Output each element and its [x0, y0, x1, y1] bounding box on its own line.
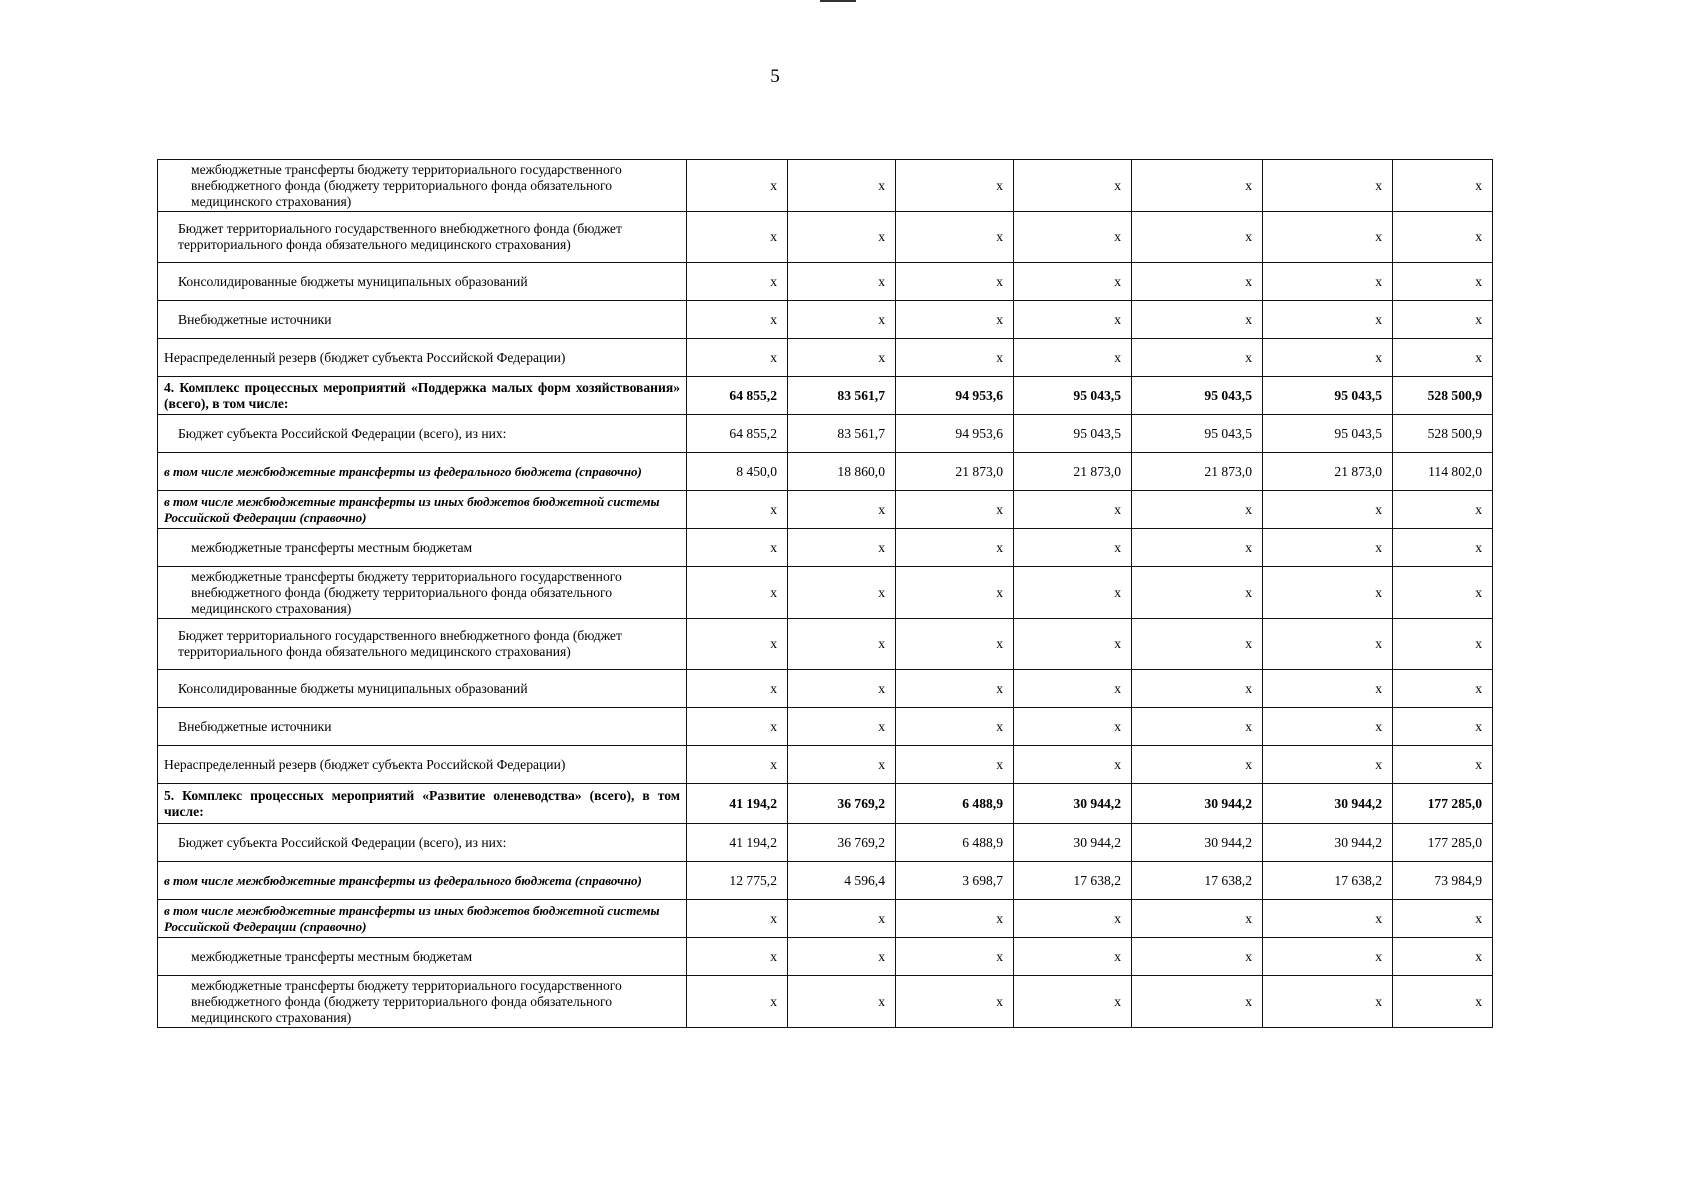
- value-cell: x: [1263, 619, 1393, 670]
- table-row: [158, 938, 1493, 976]
- value-cell: 6 488,9: [896, 824, 1014, 862]
- value-cell: x: [1393, 708, 1493, 746]
- value-cell: 95 043,5: [1263, 377, 1393, 415]
- row-label: в том числе межбюджетные трансферты из федерального бюджета (справочно): [158, 453, 687, 491]
- value-cell: x: [1014, 976, 1132, 1028]
- value-cell: 12 775,2: [687, 862, 788, 900]
- value-cell: x: [1393, 900, 1493, 938]
- table-row: [158, 453, 1493, 491]
- value-cell: x: [1132, 670, 1263, 708]
- value-cell: x: [1014, 529, 1132, 567]
- table-row: [158, 301, 1493, 339]
- table-row: [158, 377, 1493, 415]
- value-cell: x: [1263, 708, 1393, 746]
- value-cell: x: [1263, 900, 1393, 938]
- value-cell: x: [896, 301, 1014, 339]
- row-label: межбюджетные трансферты бюджету территориального государственного внебюджетного фонда (бюджету территориального фонда обязательного медицинского страхования): [158, 567, 687, 619]
- value-cell: x: [1014, 301, 1132, 339]
- value-cell: 21 873,0: [1263, 453, 1393, 491]
- value-cell: x: [1132, 212, 1263, 263]
- value-cell: x: [896, 976, 1014, 1028]
- value-cell: 30 944,2: [1014, 824, 1132, 862]
- value-cell: x: [1263, 212, 1393, 263]
- value-cell: x: [1014, 900, 1132, 938]
- table-row: [158, 784, 1493, 824]
- value-cell: 17 638,2: [1263, 862, 1393, 900]
- value-cell: x: [1263, 263, 1393, 301]
- value-cell: x: [1393, 263, 1493, 301]
- value-cell: 41 194,2: [687, 824, 788, 862]
- table-row: [158, 491, 1493, 529]
- value-cell: x: [1393, 938, 1493, 976]
- table-row: [158, 339, 1493, 377]
- value-cell: x: [1132, 491, 1263, 529]
- value-cell: 30 944,2: [1014, 784, 1132, 824]
- row-label: в том числе межбюджетные трансферты из иных бюджетов бюджетной системы Российской Федерации (справочно): [158, 491, 687, 529]
- value-cell: x: [1132, 708, 1263, 746]
- value-cell: x: [1393, 339, 1493, 377]
- value-cell: x: [788, 900, 896, 938]
- value-cell: 41 194,2: [687, 784, 788, 824]
- value-cell: 4 596,4: [788, 862, 896, 900]
- value-cell: x: [1393, 619, 1493, 670]
- row-label: в том числе межбюджетные трансферты из федерального бюджета (справочно): [158, 862, 687, 900]
- value-cell: x: [687, 491, 788, 529]
- value-cell: x: [896, 670, 1014, 708]
- row-label: межбюджетные трансферты бюджету территориального государственного внебюджетного фонда (бюджету территориального фонда обязательного медицинского страхования): [158, 160, 687, 212]
- value-cell: 83 561,7: [788, 415, 896, 453]
- value-cell: x: [1132, 529, 1263, 567]
- row-label: Бюджет территориального государственного внебюджетного фонда (бюджет территориального фонда обязательного медицинского страхования): [158, 619, 687, 670]
- row-label: Консолидированные бюджеты муниципальных образований: [158, 670, 687, 708]
- table-row: [158, 746, 1493, 784]
- value-cell: x: [1132, 746, 1263, 784]
- table-row: [158, 976, 1493, 1028]
- value-cell: x: [896, 160, 1014, 212]
- table-row: [158, 824, 1493, 862]
- value-cell: x: [1263, 670, 1393, 708]
- value-cell: 95 043,5: [1263, 415, 1393, 453]
- value-cell: x: [687, 339, 788, 377]
- value-cell: x: [1014, 160, 1132, 212]
- value-cell: 36 769,2: [788, 824, 896, 862]
- value-cell: x: [687, 263, 788, 301]
- value-cell: x: [1132, 900, 1263, 938]
- value-cell: x: [1014, 212, 1132, 263]
- value-cell: x: [788, 301, 896, 339]
- value-cell: x: [1263, 491, 1393, 529]
- value-cell: x: [1132, 567, 1263, 619]
- value-cell: 64 855,2: [687, 377, 788, 415]
- value-cell: x: [1132, 976, 1263, 1028]
- value-cell: x: [1132, 160, 1263, 212]
- value-cell: x: [687, 212, 788, 263]
- table-row: [158, 160, 1493, 212]
- value-cell: x: [1393, 670, 1493, 708]
- page-number: 5: [770, 66, 780, 87]
- value-cell: x: [788, 708, 896, 746]
- value-cell: x: [788, 212, 896, 263]
- value-cell: x: [788, 746, 896, 784]
- value-cell: x: [1014, 619, 1132, 670]
- row-label: Нераспределенный резерв (бюджет субъекта Российской Федерации): [158, 339, 687, 377]
- value-cell: 18 860,0: [788, 453, 896, 491]
- table-row: [158, 212, 1493, 263]
- row-label: 5. Комплекс процессных мероприятий «Развитие оленеводства» (всего), в том числе:: [158, 784, 687, 824]
- value-cell: x: [788, 938, 896, 976]
- row-label: Нераспределенный резерв (бюджет субъекта Российской Федерации): [158, 746, 687, 784]
- value-cell: x: [1014, 339, 1132, 377]
- value-cell: x: [1393, 212, 1493, 263]
- value-cell: 114 802,0: [1393, 453, 1493, 491]
- table-row: [158, 862, 1493, 900]
- value-cell: x: [1014, 708, 1132, 746]
- table-row: [158, 529, 1493, 567]
- value-cell: 17 638,2: [1132, 862, 1263, 900]
- value-cell: x: [687, 670, 788, 708]
- value-cell: 177 285,0: [1393, 784, 1493, 824]
- value-cell: x: [687, 619, 788, 670]
- value-cell: 17 638,2: [1014, 862, 1132, 900]
- table-row: [158, 900, 1493, 938]
- value-cell: x: [1393, 976, 1493, 1028]
- value-cell: 177 285,0: [1393, 824, 1493, 862]
- value-cell: x: [1014, 567, 1132, 619]
- row-label: Внебюджетные источники: [158, 708, 687, 746]
- value-cell: x: [1393, 491, 1493, 529]
- value-cell: x: [788, 160, 896, 212]
- value-cell: x: [1014, 938, 1132, 976]
- table-row: [158, 263, 1493, 301]
- value-cell: 3 698,7: [896, 862, 1014, 900]
- value-cell: 30 944,2: [1263, 784, 1393, 824]
- row-label: межбюджетные трансферты местным бюджетам: [158, 529, 687, 567]
- value-cell: x: [1393, 160, 1493, 212]
- budget-table: [157, 159, 1493, 1028]
- row-label: Бюджет субъекта Российской Федерации (всего), из них:: [158, 824, 687, 862]
- value-cell: x: [1393, 529, 1493, 567]
- value-cell: x: [1014, 670, 1132, 708]
- value-cell: 95 043,5: [1132, 415, 1263, 453]
- row-label: Бюджет субъекта Российской Федерации (всего), из них:: [158, 415, 687, 453]
- value-cell: x: [896, 708, 1014, 746]
- value-cell: x: [1014, 746, 1132, 784]
- value-cell: x: [896, 212, 1014, 263]
- value-cell: 36 769,2: [788, 784, 896, 824]
- value-cell: 83 561,7: [788, 377, 896, 415]
- row-label: Консолидированные бюджеты муниципальных образований: [158, 263, 687, 301]
- value-cell: x: [687, 708, 788, 746]
- table-row: [158, 619, 1493, 670]
- value-cell: x: [687, 976, 788, 1028]
- row-label: межбюджетные трансферты местным бюджетам: [158, 938, 687, 976]
- value-cell: x: [788, 491, 896, 529]
- value-cell: x: [788, 339, 896, 377]
- table-row: [158, 708, 1493, 746]
- value-cell: x: [788, 529, 896, 567]
- value-cell: x: [687, 529, 788, 567]
- value-cell: 30 944,2: [1132, 784, 1263, 824]
- value-cell: x: [1393, 567, 1493, 619]
- value-cell: x: [788, 263, 896, 301]
- value-cell: x: [1393, 746, 1493, 784]
- value-cell: x: [1132, 938, 1263, 976]
- row-label: 4. Комплекс процессных мероприятий «Поддержка малых форм хозяйствования» (всего), в том числе:: [158, 377, 687, 415]
- value-cell: x: [896, 567, 1014, 619]
- value-cell: x: [896, 339, 1014, 377]
- value-cell: x: [788, 670, 896, 708]
- value-cell: x: [687, 746, 788, 784]
- value-cell: x: [896, 938, 1014, 976]
- value-cell: x: [1263, 160, 1393, 212]
- value-cell: 8 450,0: [687, 453, 788, 491]
- table-row: [158, 567, 1493, 619]
- value-cell: x: [1263, 567, 1393, 619]
- value-cell: x: [788, 976, 896, 1028]
- value-cell: 95 043,5: [1014, 415, 1132, 453]
- value-cell: 21 873,0: [1132, 453, 1263, 491]
- value-cell: 528 500,9: [1393, 377, 1493, 415]
- value-cell: x: [1132, 619, 1263, 670]
- value-cell: x: [896, 529, 1014, 567]
- value-cell: 64 855,2: [687, 415, 788, 453]
- row-label: Внебюджетные источники: [158, 301, 687, 339]
- row-label: в том числе межбюджетные трансферты из иных бюджетов бюджетной системы Российской Федерации (справочно): [158, 900, 687, 938]
- row-label: межбюджетные трансферты бюджету территориального государственного внебюджетного фонда (бюджету территориального фонда обязательного медицинского страхования): [158, 976, 687, 1028]
- value-cell: x: [687, 160, 788, 212]
- value-cell: x: [1263, 529, 1393, 567]
- value-cell: 30 944,2: [1263, 824, 1393, 862]
- value-cell: 6 488,9: [896, 784, 1014, 824]
- value-cell: 30 944,2: [1132, 824, 1263, 862]
- value-cell: 528 500,9: [1393, 415, 1493, 453]
- value-cell: x: [1263, 339, 1393, 377]
- row-label: Бюджет территориального государственного внебюджетного фонда (бюджет территориального фонда обязательного медицинского страхования): [158, 212, 687, 263]
- value-cell: x: [896, 491, 1014, 529]
- value-cell: x: [1263, 976, 1393, 1028]
- value-cell: x: [896, 619, 1014, 670]
- top-edge-mark: [820, 0, 856, 2]
- value-cell: x: [1393, 301, 1493, 339]
- value-cell: x: [1132, 339, 1263, 377]
- value-cell: x: [896, 263, 1014, 301]
- value-cell: x: [1263, 746, 1393, 784]
- value-cell: x: [896, 900, 1014, 938]
- value-cell: x: [788, 619, 896, 670]
- value-cell: x: [1132, 263, 1263, 301]
- value-cell: 95 043,5: [1014, 377, 1132, 415]
- value-cell: x: [687, 567, 788, 619]
- value-cell: x: [1132, 301, 1263, 339]
- value-cell: 94 953,6: [896, 415, 1014, 453]
- value-cell: x: [788, 567, 896, 619]
- value-cell: x: [896, 746, 1014, 784]
- value-cell: 21 873,0: [1014, 453, 1132, 491]
- table-row: [158, 670, 1493, 708]
- value-cell: 73 984,9: [1393, 862, 1493, 900]
- value-cell: x: [1263, 938, 1393, 976]
- value-cell: x: [687, 938, 788, 976]
- value-cell: x: [1014, 491, 1132, 529]
- value-cell: x: [1014, 263, 1132, 301]
- value-cell: 21 873,0: [896, 453, 1014, 491]
- value-cell: x: [1263, 301, 1393, 339]
- value-cell: x: [687, 900, 788, 938]
- table-row: [158, 415, 1493, 453]
- value-cell: x: [687, 301, 788, 339]
- value-cell: 95 043,5: [1132, 377, 1263, 415]
- value-cell: 94 953,6: [896, 377, 1014, 415]
